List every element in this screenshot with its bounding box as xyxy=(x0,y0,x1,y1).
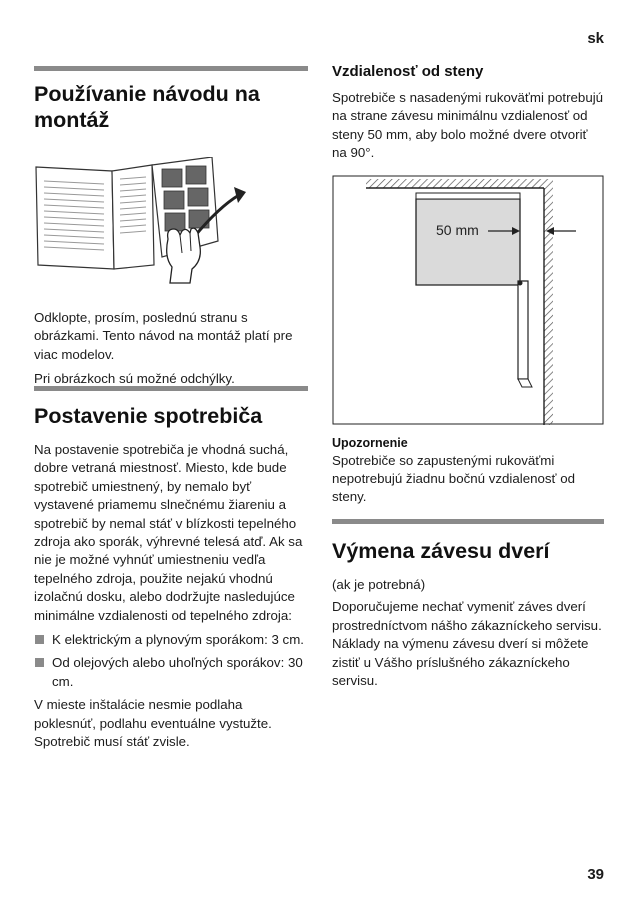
section-distance-title: Vzdialenosť od steny xyxy=(332,63,484,80)
hinge-subtitle: (ak je potrebná) xyxy=(332,577,426,592)
setup-intro: Na postavenie spotrebiča je vhodná suchá, dobre vetraná miestnosť. Miesto, kde bude spotrebič umiestnený, by nemalo byť vystavené priamemu slnečnému žiareniu a spotrebič by nemal stáť v blízkosti tepelného zdroja ako sporák, výhrevné telesá atď. Ak sa nie je možné vyhnúť umiestneniu vedľa tepelného zdroja, použite nejakú vhodnú izolačnú dosku, alebo dodržujte nasledujúce minimálne vzdialenosti od tepelného zdroja: xyxy=(34,442,303,623)
distance-text: Spotrebiče s nasadenými rukoväťmi potrebujú na strane závesu minimálnu vzdialenosť od steny 50 mm, aby bolo možné dvere otvoriť na 90°. xyxy=(332,90,604,161)
setup-bullet-list xyxy=(34,631,308,691)
hinge-text: Doporučujeme nechať vymeniť záves dverí prostredníctvom nášho zákazníckeho servisu. Náklady na výmenu závesu dverí si môžete zistiť u Vášho príslušného zákazníckeho servisu. xyxy=(332,599,602,689)
square-bullet-icon xyxy=(35,635,44,644)
open-manual-hand-icon xyxy=(34,157,308,297)
section-hinge xyxy=(332,519,604,690)
note-block xyxy=(332,435,604,507)
setup-outro: V mieste inštalácie nesmie podlaha poklesnúť, podlahu eventuálne vystužte. Spotrebič musí stáť zvisle. xyxy=(34,697,272,750)
section-rule xyxy=(332,519,604,524)
note-text: Spotrebiče so zapustenými rukoväťmi nepotrebujú žiadnu bočnú vzdialenosť od steny. xyxy=(332,452,576,505)
manual-paragraph-1: Odklopte, prosím, poslednú stranu s obrázkami. Tento návod na montáž platí pre viac modelov. xyxy=(34,310,293,362)
note-title: Upozornenie xyxy=(332,435,408,450)
section-rule xyxy=(34,66,308,71)
section-setup xyxy=(34,386,308,752)
manual-paragraph-2: Pri obrázkoch sú možné odchýlky. xyxy=(34,371,235,387)
square-bullet-icon xyxy=(35,658,44,667)
section-manual-title: Používanie návodu na montáž xyxy=(34,82,260,132)
dimension-label: 50 mm xyxy=(436,221,479,238)
section-manual xyxy=(34,66,308,389)
list-item: K elektrickým a plynovým sporákom: 3 cm. xyxy=(34,631,308,649)
page-number: 39 xyxy=(587,866,604,883)
list-item: Od olejových alebo uhoľných sporákov: 30 cm. xyxy=(34,654,308,691)
section-rule xyxy=(34,386,308,391)
wall-distance-diagram-icon xyxy=(332,175,604,425)
language-code: sk xyxy=(587,30,604,47)
section-setup-title: Postavenie spotrebiča xyxy=(34,404,263,428)
section-distance xyxy=(332,62,604,507)
section-hinge-title: Výmena závesu dverí xyxy=(332,539,550,563)
